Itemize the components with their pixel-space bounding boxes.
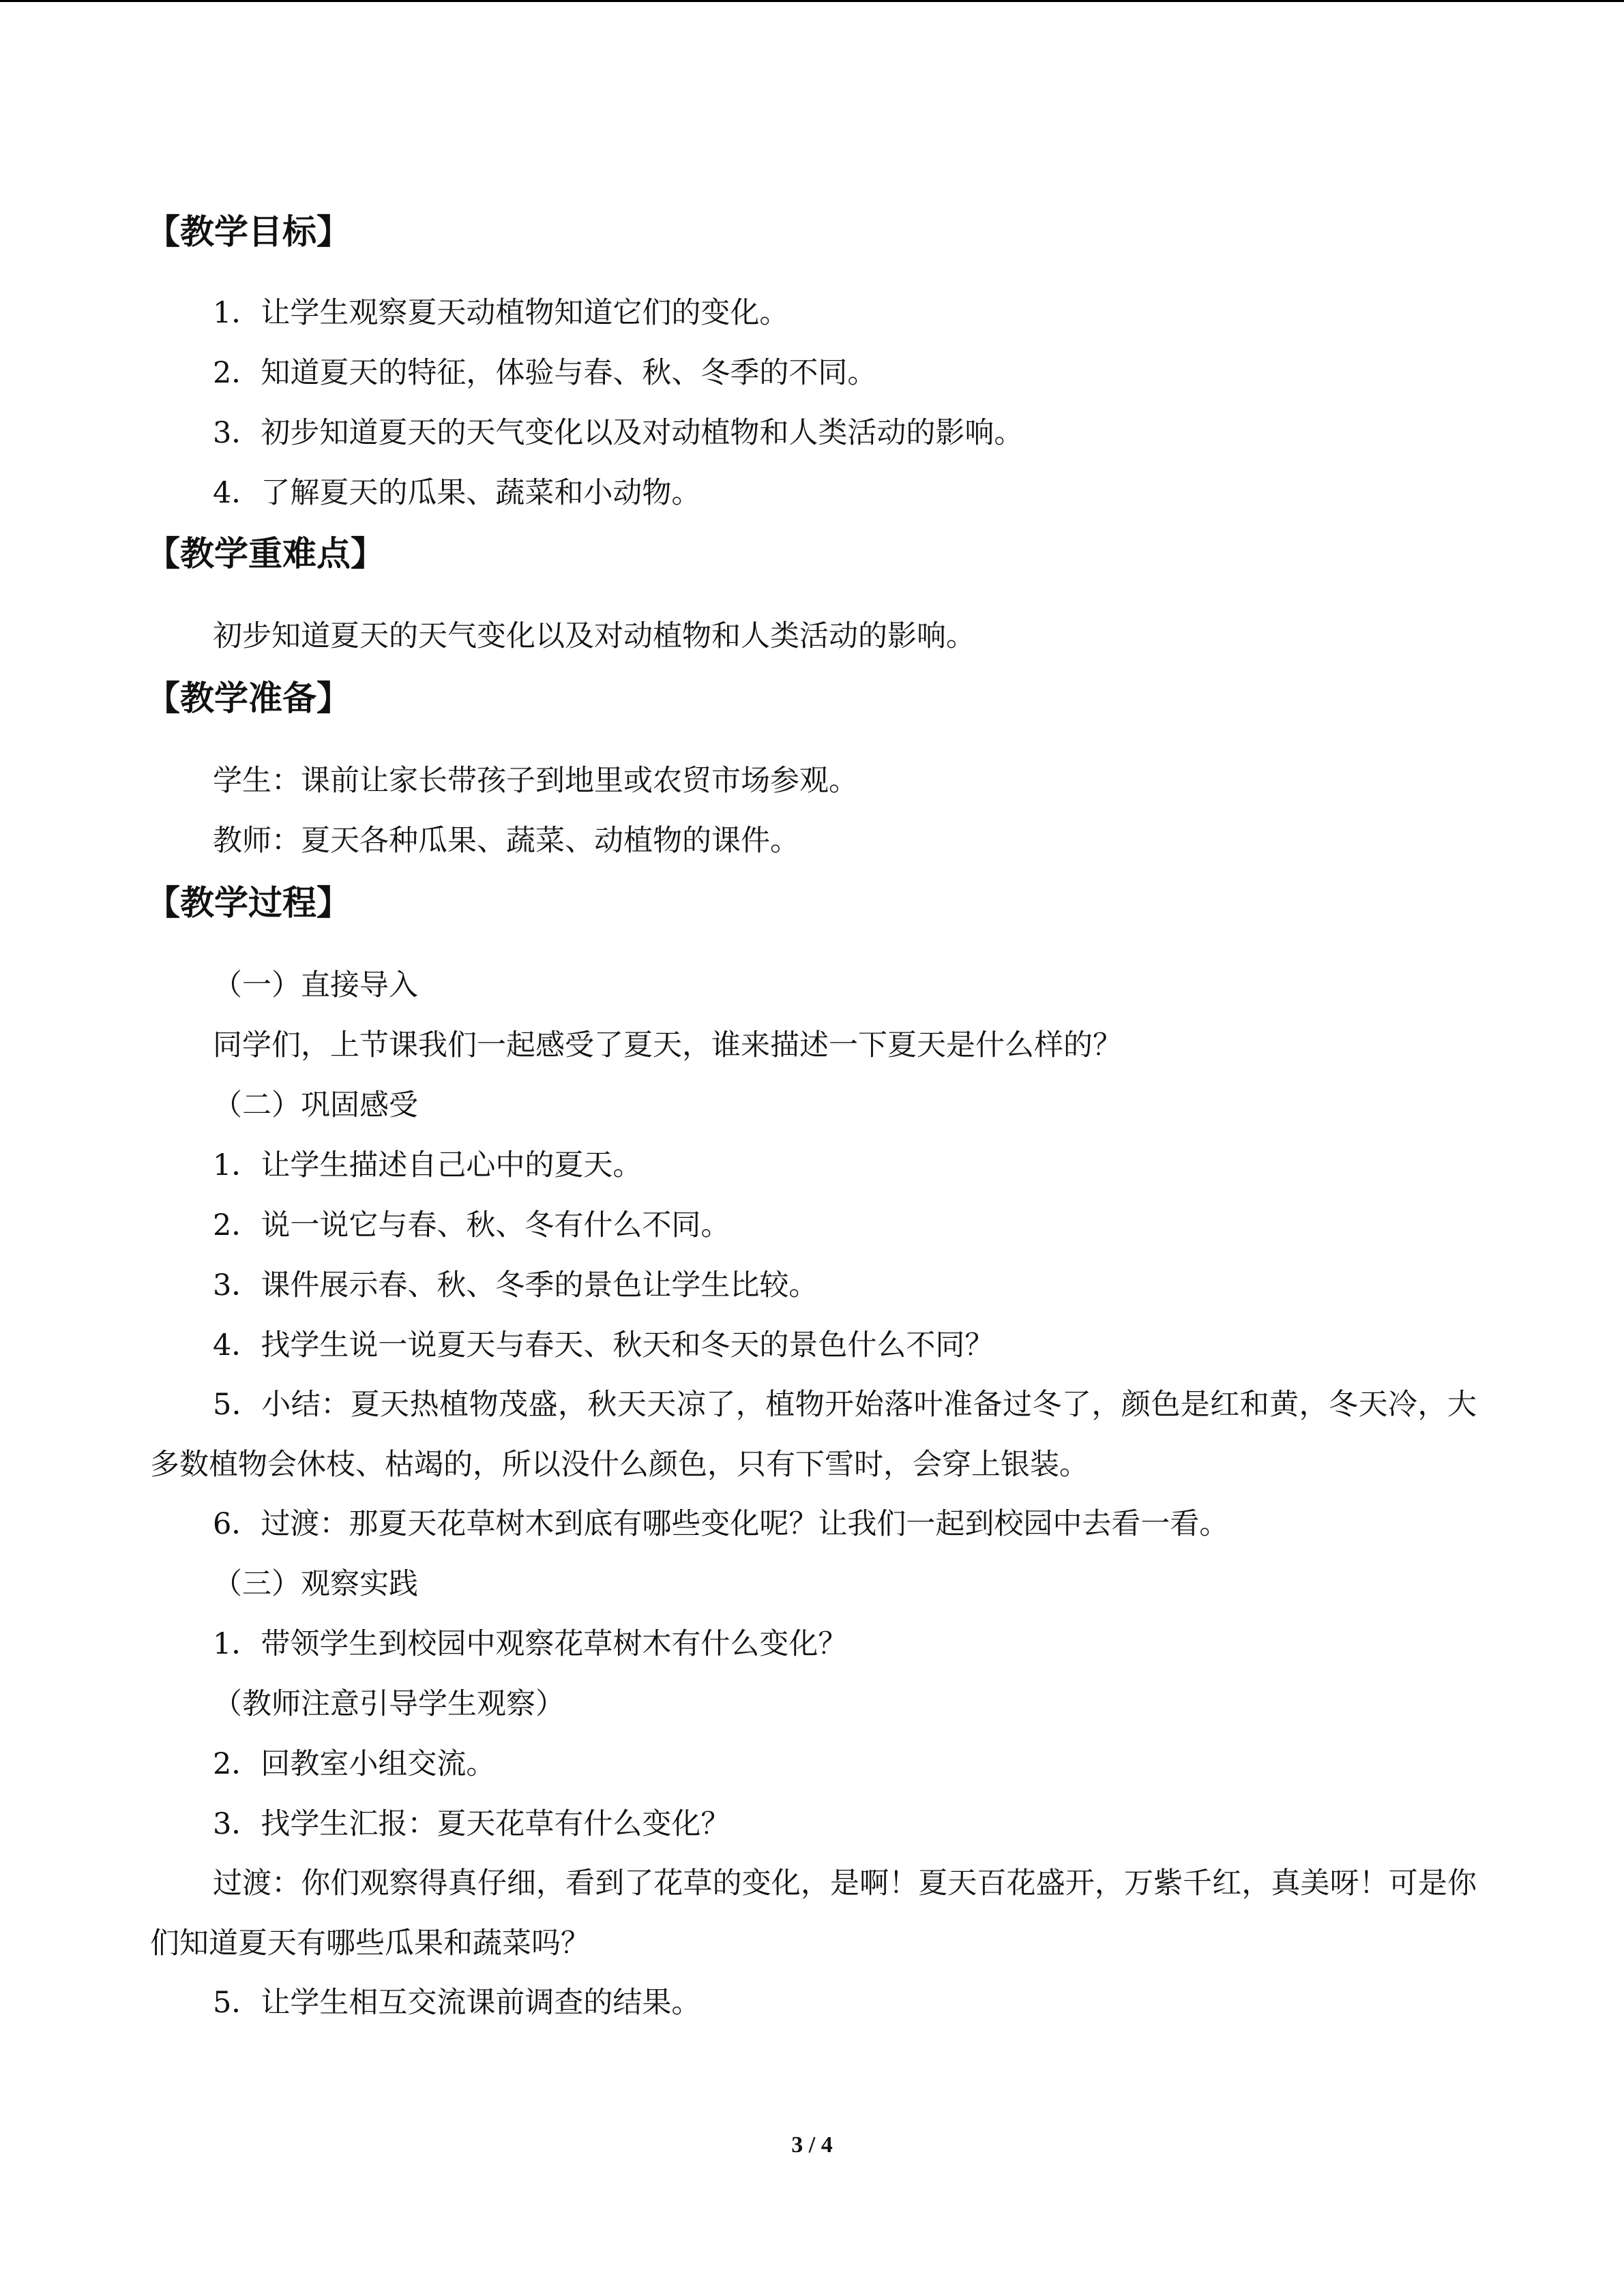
process-step: 3．找学生汇报：夏天花草有什么变化？ — [213, 1807, 730, 1841]
process-step: 3．课件展示春、秋、冬季的景色让学生比较。 — [213, 1268, 818, 1302]
key-difficulty-text: 初步知道夏天的天气变化以及对动植物和人类活动的影响。 — [213, 619, 975, 653]
preparation-teacher: 教师：夏天各种瓜果、蔬菜、动植物的课件。 — [213, 824, 799, 858]
process-step: 6．过渡：那夏天花草树木到底有哪些变化呢？让我们一起到校园中去看一看。 — [213, 1507, 1229, 1541]
process-step: （教师注意引导学生观察） — [213, 1687, 565, 1721]
process-step: 过渡：你们观察得真仔细，看到了花草的变化，是啊！夏天百花盛开，万紫千红，真美呀！可是你们知道夏天有哪些瓜果和蔬菜吗？ — [150, 1866, 1477, 1960]
page-number: 3 / 4 — [791, 2132, 833, 2158]
objectives-list — [150, 293, 1477, 513]
document-body — [146, 211, 1477, 2023]
process-list — [150, 966, 1477, 2023]
key-difficulties-body — [150, 616, 1477, 656]
preparation-students: 学生：课前让家长带孩子到地里或农贸市场参观。 — [213, 764, 858, 798]
process-step: （三）观察实践 — [213, 1567, 418, 1601]
process-step: （一）直接导入 — [213, 968, 418, 1002]
objective-item: 4．了解夏天的瓜果、蔬菜和小动物。 — [213, 476, 701, 510]
process-step: 1．带领学生到校园中观察花草树木有什么变化？ — [213, 1627, 848, 1661]
preparation-list — [150, 761, 1477, 861]
process-step: 同学们，上节课我们一起感受了夏天，谁来描述一下夏天是什么样的？ — [213, 1028, 1122, 1062]
process-step: （二）巩固感受 — [213, 1088, 418, 1122]
objective-item: 1．让学生观察夏天动植物知道它们的变化。 — [213, 296, 789, 330]
page-top-border — [0, 0, 1624, 2]
heading-key-difficulties: 【教学重难点】 — [146, 534, 385, 573]
process-step: 2．说一说它与春、秋、冬有什么不同。 — [213, 1208, 730, 1242]
process-step: 4．找学生说一说夏天与春天、秋天和冬天的景色什么不同？ — [213, 1328, 994, 1362]
heading-teaching-preparation: 【教学准备】 — [146, 679, 351, 718]
process-step: 2．回教室小组交流。 — [213, 1747, 496, 1781]
process-step: 5．让学生相互交流课前调查的结果。 — [213, 1986, 701, 2020]
heading-teaching-objectives: 【教学目标】 — [146, 212, 351, 252]
objective-item: 3．初步知道夏天的天气变化以及对动植物和人类活动的影响。 — [213, 416, 1024, 450]
heading-teaching-process: 【教学过程】 — [146, 883, 351, 923]
process-step: 5．小结：夏天热植物茂盛，秋天天凉了，植物开始落叶准备过冬了，颜色是红和黄，冬天冷，大多数植物会休枝、枯竭的，所以没什么颜色，只有下雪时，会穿上银装。 — [150, 1388, 1477, 1482]
objective-item: 2．知道夏天的特征，体验与春、秋、冬季的不同。 — [213, 356, 877, 390]
process-step: 1．让学生描述自己心中的夏天。 — [213, 1148, 643, 1182]
